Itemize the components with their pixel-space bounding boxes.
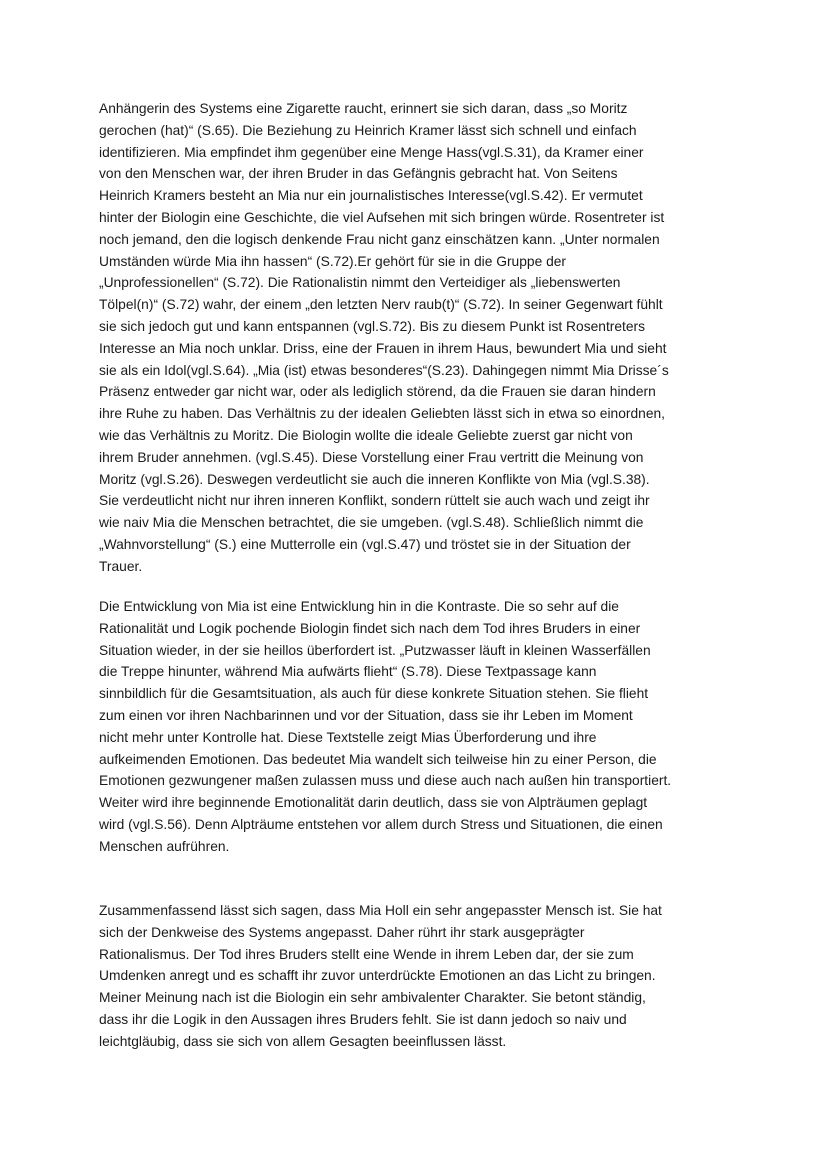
body-paragraph-3 bbox=[99, 900, 662, 1053]
text-line: von den Menschen war, der ihren Bruder in das Gefängnis gebracht hat. Von Seitens bbox=[99, 166, 618, 182]
text-line: gerochen (hat)“ (S.65). Die Beziehung zu Heinrich Kramer lässt sich schnell und einfach bbox=[99, 122, 637, 138]
text-line: sie sich jedoch gut und kann entspannen (vgl.S.72). Bis zu diesem Punkt ist Rosentreters bbox=[99, 318, 646, 334]
text-line: leichtgläubig, dass sie sich von allem Gesagten beeinflussen lässt. bbox=[99, 1033, 507, 1049]
text-line: hinter der Biologin eine Geschichte, die viel Aufsehen mit sich bringen würde. Rosentreter ist bbox=[99, 209, 665, 225]
text-line: „Unprofessionellen“ (S.72). Die Rationalistin nimmt den Verteidiger als „liebenswerten bbox=[99, 275, 621, 291]
text-line: sich der Denkweise des Systems angepasst. Daher rührt ihr stark ausgeprägter bbox=[99, 924, 585, 940]
text-line: „Wahnvorstellung“ (S.) eine Mutterrolle ein (vgl.S.47) und tröstet sie in der Situation der bbox=[99, 536, 631, 552]
text-line: aufkeimenden Emotionen. Das bedeutet Mia wandelt sich teilweise hin zu einer Person, die bbox=[99, 751, 657, 767]
text-line: zum einen vor ihren Nachbarinnen und vor der Situation, dass sie ihr Leben im Moment bbox=[99, 707, 633, 723]
text-line: Moritz (vgl.S.26). Deswegen verdeutlicht sie auch die inneren Konflikte von Mia (vgl.S.38). bbox=[99, 471, 650, 487]
body-paragraph-2 bbox=[99, 596, 671, 858]
text-line: wie naiv Mia die Menschen betrachtet, die sie umgeben. (vgl.S.48). Schließlich nimmt die bbox=[99, 515, 644, 531]
text-line: Heinrich Kramers besteht an Mia nur ein journalistisches Interesse(vgl.S.42). Er vermutet bbox=[99, 188, 643, 204]
text-line: Sie verdeutlicht nicht nur ihren inneren Konflikt, sondern rüttelt sie auch wach und zeigt ihr bbox=[99, 493, 650, 509]
text-line: Menschen aufrühren. bbox=[99, 838, 230, 854]
text-line: Trauer. bbox=[99, 558, 143, 574]
text-line: wird (vgl.S.56). Denn Alpträume entstehen vor allem durch Stress und Situationen, die einen bbox=[99, 816, 663, 832]
text-line: Zusammenfassend lässt sich sagen, dass Mia Holl ein sehr angepasster Mensch ist. Sie hat bbox=[99, 903, 662, 918]
body-paragraph-1 bbox=[99, 98, 669, 578]
text-line: die Treppe hinunter, während Mia aufwärts flieht“ (S.78). Diese Textpassage kann bbox=[99, 664, 597, 680]
text-line: Präsenz entweder gar nicht war, oder als lediglich störend, da die Frauen sie daran hindern bbox=[99, 384, 656, 400]
text-line: sinnbildlich für die Gesamtsituation, als auch für diese konkrete Situation stehen. Sie flieht bbox=[99, 686, 649, 702]
text-line: Umdenken anregt und es schafft ihr zuvor unterdrückte Emotionen an das Licht zu bringen. bbox=[99, 968, 656, 984]
text-line: Interesse an Mia noch unklar. Driss, eine der Frauen in ihrem Haus, bewundert Mia und sieht bbox=[99, 340, 667, 356]
text-line: Rationalismus. Der Tod ihres Bruders stellt eine Wende in ihrem Leben dar, der sie zum bbox=[99, 946, 634, 962]
text-line: nicht mehr unter Kontrolle hat. Diese Textstelle zeigt Mias Überforderung und ihre bbox=[99, 729, 597, 745]
text-line: ihre Ruhe zu haben. Das Verhältnis zu der idealen Geliebten lässt sich in etwa so einordnen, bbox=[99, 406, 666, 422]
text-line: identifizieren. Mia empfindet ihm gegenüber eine Menge Hass(vgl.S.31), da Kramer einer bbox=[99, 144, 644, 160]
text-line: Anhängerin des Systems eine Zigarette raucht, erinnert sie sich daran, dass „so Moritz bbox=[99, 101, 628, 116]
text-line: Emotionen gezwungener maßen zulassen muss und diese auch nach außen hin transportiert. bbox=[99, 773, 672, 789]
text-line: wie das Verhältnis zu Moritz. Die Biologin wollte die ideale Geliebte zuerst gar nicht von bbox=[99, 427, 633, 443]
text-line: Meiner Meinung nach ist die Biologin ein sehr ambivalenter Charakter. Sie betont ständig, bbox=[99, 990, 646, 1006]
text-line: sie als ein Idol(vgl.S.64). „Mia (ist) etwas besonderes“(S.23). Dahingegen nimmt Mia Drisse´s bbox=[99, 362, 669, 378]
text-line: Rationalität und Logik pochende Biologin findet sich nach dem Tod ihres Bruders in einer bbox=[99, 620, 641, 636]
text-line: Die Entwicklung von Mia ist eine Entwicklung hin in die Kontraste. Die so sehr auf die bbox=[99, 599, 619, 614]
text-line: Situation wieder, in der sie heillos überfordert ist. „Putzwasser läuft in kleinen Wasserfällen bbox=[99, 642, 651, 658]
text-line: Weiter wird ihre beginnende Emotionalität darin deutlich, dass sie von Alpträumen geplagt bbox=[99, 795, 648, 811]
text-line: noch jemand, den die logisch denkende Frau nicht ganz einschätzen kann. „Unter normalen bbox=[99, 231, 660, 247]
text-line: Tölpel(n)“ (S.72) wahr, der einem „den letzten Nerv raub(t)“ (S.72). In seiner Gegenwart fühlt bbox=[99, 297, 663, 313]
text-line: ihrem Bruder annehmen. (vgl.S.45). Diese Vorstellung einer Frau vertritt die Meinung von bbox=[99, 449, 644, 465]
text-line: Umständen würde Mia ihn hassen“ (S.72).Er gehört für sie in die Gruppe der bbox=[99, 253, 567, 269]
text-line: dass ihr die Logik in den Aussagen ihres Bruders fehlt. Sie ist dann jedoch so naiv und bbox=[99, 1011, 627, 1027]
